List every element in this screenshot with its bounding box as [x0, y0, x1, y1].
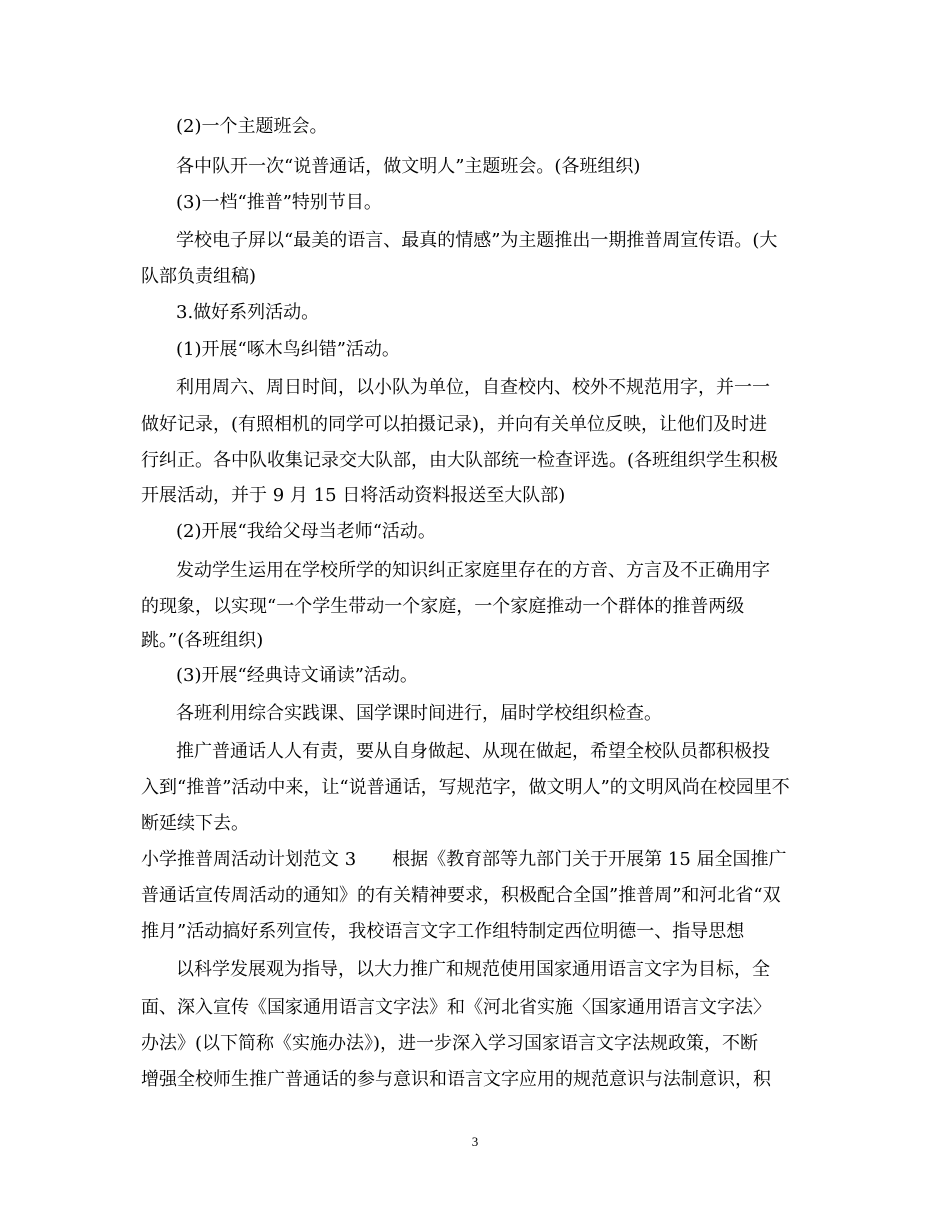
text-line: 推广普通话人人有责，要从自身做起、从现在做起，希望全校队员都积极投 [176, 741, 770, 762]
text-line: (1)开展“啄木鸟纠错”活动。 [176, 339, 400, 360]
text-line: 行纠正。各中队收集记录交大队部，由大队部统一检查评选。(各班组织学生积极 [141, 450, 779, 471]
text-line: 利用周六、周日时间，以小队为单位，自查校内、校外不规范用字，并一一 [176, 377, 770, 398]
text-line: (3)开展“经典诗文诵读”活动。 [176, 665, 418, 686]
text-line: (2)一个主题班会。 [176, 116, 328, 137]
page-number: 3 [471, 1134, 479, 1149]
text-line: 开展活动，并于 9 月 15 日将活动资料报送至大队部) [141, 485, 566, 506]
text-line: 的现象，以实现“一个学生带动一个家庭，一个家庭推动一个群体的推普两级 [141, 596, 745, 617]
text-line: 推月”活动搞好系列宣传，我校语言文字工作组特制定西位明德一、指导思想 [141, 921, 745, 942]
text-line: 各中队开一次“说普通话，做文明人”主题班会。(各班组织) [176, 156, 641, 177]
text-line: 学校电子屏以“最美的语言、最真的情感”为主题推出一期推普周宣传语。(大 [176, 230, 778, 251]
text-line: 增强全校师生推广普通话的参与意识和语言文字应用的规范意识与法制意识，积 [141, 1069, 771, 1090]
text-line: 做好记录，(有照相机的同学可以拍摄记录)，并向有关单位反映，让他们及时进 [141, 414, 768, 435]
text-line: 跳。”(各班组织) [141, 630, 264, 651]
text-line: 小学推普周活动计划范文 3 根据《教育部等九部门关于开展第 15 届全国推广 [141, 849, 787, 870]
text-line: 面、深入宣传《国家通用语言文字法》和《河北省实施〈国家通用语言文字法〉 [141, 997, 771, 1018]
text-line: 发动学生运用在学校所学的知识纠正家庭里存在的方音、方言及不正确用字 [176, 560, 770, 581]
text-line: 各班利用综合实践课、国学课时间进行，届时学校组织检查。 [176, 703, 662, 724]
text-line: 入到“推普”活动中来，让“说普通话，写规范字，做文明人”的文明风尚在校园里不 [141, 777, 790, 798]
text-line: 断延续下去。 [141, 813, 249, 834]
text-line: 普通话宣传周活动的通知》的有关精神要求，积极配合全国”推普周”和河北省“双 [141, 885, 781, 906]
text-line: 队部负责组稿) [141, 266, 257, 287]
text-line: (2)开展“我给父母当老师“活动。 [176, 521, 436, 542]
text-line: 办法》(以下简称《实施办法》)，进一步深入学习国家语言文字法规政策，不断 [141, 1033, 759, 1054]
text-line: 3.做好系列活动。 [176, 302, 320, 323]
text-line: (3)一档“推普”特别节目。 [176, 192, 382, 213]
text-line: 以科学发展观为指导，以大力推广和规范使用国家通用语言文字为目标，全 [176, 959, 770, 980]
